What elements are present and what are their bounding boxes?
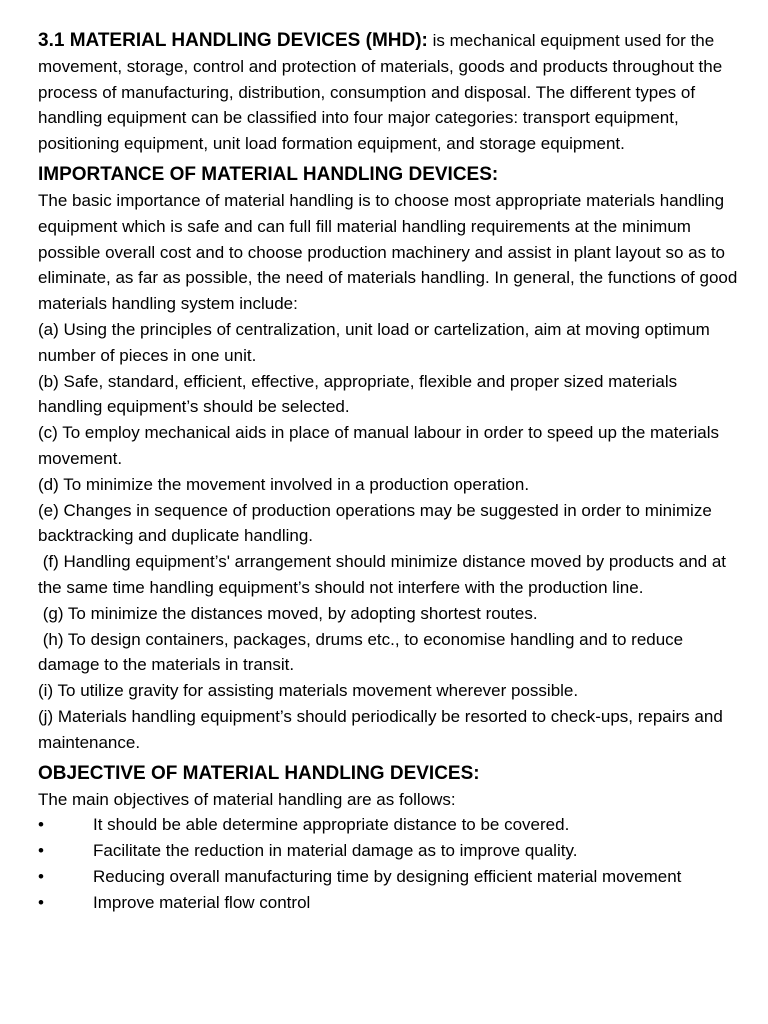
bullet-icon: •: [38, 815, 44, 835]
importance-item-i: (i) To utilize gravity for assisting materials movement wherever possible.: [38, 681, 579, 701]
importance-item-j: (j) Materials handling equipment’s should periodically be resorted to check-ups, repairs and maintenance.: [38, 706, 723, 752]
importance-item-g: (g) To minimize the distances moved, by adopting shortest routes.: [38, 603, 538, 623]
objective-bullet-1: [38, 812, 738, 838]
objective-bullet-text: It should be able determine appropriate distance to be covered.: [93, 815, 570, 835]
importance-item-a: (a) Using the principles of centralization, unit load or cartelization, aim at moving optimum number of pieces in one unit.: [38, 319, 710, 365]
objective-bullet-3: [38, 864, 738, 890]
bullet-icon: •: [38, 841, 44, 861]
objective-bullet-2: [38, 838, 738, 864]
section-3-1-paragraph: [38, 28, 738, 157]
importance-intro: The basic importance of material handling is to choose most appropriate materials handling equipment which is safe and can full fill material handling requirements at the minimum possible overall cost and to choose production machinery and assist in plant layout so as to eliminate, as far as possible, the need of materials handling. In general, the functions of good materials handling system include:: [38, 190, 738, 314]
section-3-1-heading: 3.1 MATERIAL HANDLING DEVICES (MHD):: [38, 30, 428, 51]
objective-bullet-text: Facilitate the reduction in material damage as to improve quality.: [93, 841, 578, 861]
objective-intro: The main objectives of material handling are as follows:: [38, 789, 456, 809]
importance-item-f: (f) Handling equipment’s' arrangement should minimize distance moved by products and at the same time handling equipment’s should not interfere with the production line.: [38, 552, 731, 597]
bullet-icon: •: [38, 892, 44, 912]
importance-item-h: (h) To design containers, packages, drums etc., to economise handling and to reduce damage to the materials in transit.: [38, 629, 688, 675]
section-3-1-text: is mechanical equipment used for the movement, storage, control and protection of materials, goods and products throughout the process of manufacturing, distribution, consumption and disposal. The different types of handling equipment can be classified into four major categories: transport equipment, positioning equipment, unit load formation equipment, and storage equipment.: [38, 31, 723, 154]
objective-bullet-text: Improve material flow control: [93, 892, 311, 912]
importance-item-d: (d) To minimize the movement involved in a production operation.: [38, 474, 530, 494]
bullet-icon: •: [38, 866, 44, 886]
importance-heading: IMPORTANCE OF MATERIAL HANDLING DEVICES:: [38, 163, 499, 185]
objective-bullet-text: Reducing overall manufacturing time by designing efficient material movement: [93, 866, 682, 886]
objective-bullet-4: [38, 890, 738, 916]
importance-item-c: (c) To employ mechanical aids in place of manual labour in order to speed up the materials movement.: [38, 423, 719, 468]
objective-heading: OBJECTIVE OF MATERIAL HANDLING DEVICES:: [38, 762, 480, 784]
importance-item-b: (b) Safe, standard, efficient, effective, appropriate, flexible and proper sized materials handling equipment’s should be selected.: [38, 371, 678, 417]
importance-item-e: (e) Changes in sequence of production operations may be suggested in order to minimize backtracking and duplicate handling.: [38, 500, 712, 546]
